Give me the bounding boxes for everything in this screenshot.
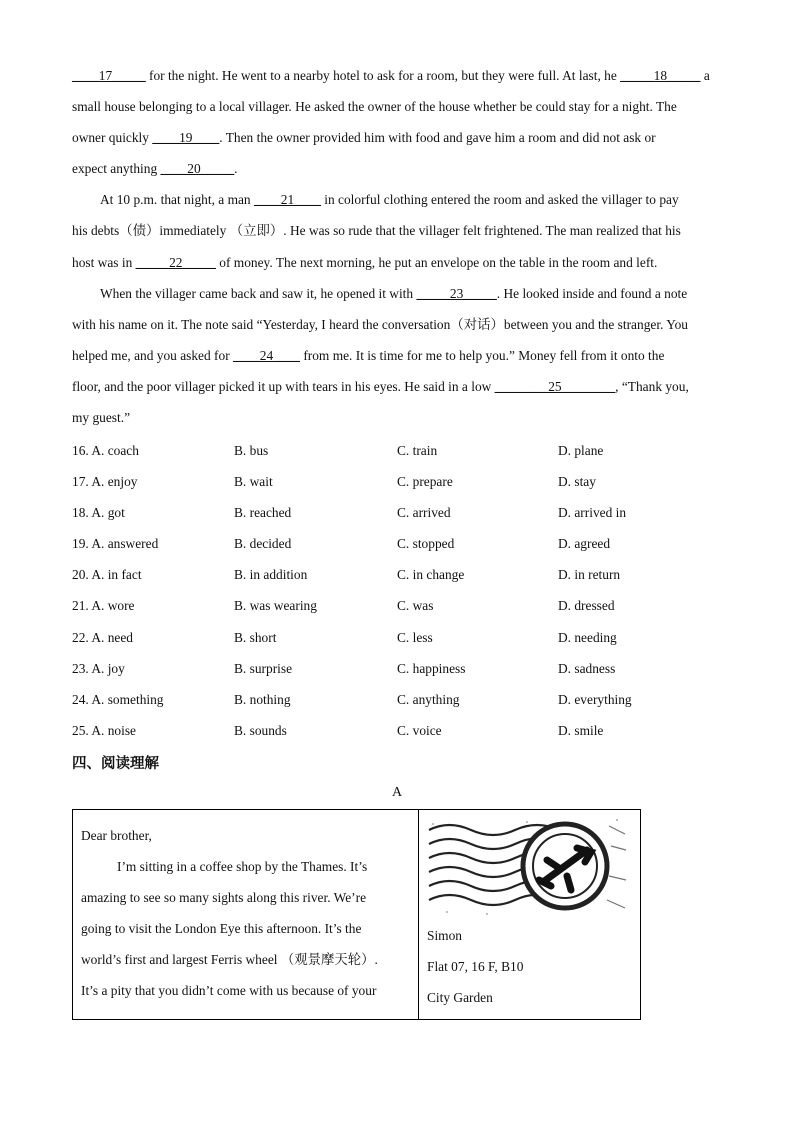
option-a: 18. A. got xyxy=(72,505,125,521)
postcard xyxy=(72,809,641,1020)
passage-line xyxy=(72,282,724,313)
cloze-blank[interactable]: _____22_____ xyxy=(135,254,216,270)
option-b: B. bus xyxy=(234,443,269,458)
letter-line: It’s a pity that you didn’t come with us because of your xyxy=(81,983,377,999)
passage-text: . He looked inside and found a note xyxy=(496,285,688,301)
passage-line xyxy=(72,95,724,126)
option-b: B. wait xyxy=(234,474,273,490)
passage-line xyxy=(72,251,724,282)
passage-line xyxy=(72,219,724,250)
letter-line: going to visit the London Eye this afternoon. It’s the xyxy=(81,921,362,937)
passage-line xyxy=(72,375,724,406)
cloze-blank[interactable]: _____23_____ xyxy=(416,285,497,301)
option-d: D. stay xyxy=(558,474,596,490)
option-c: C. voice xyxy=(397,722,442,738)
passage-text: expect anything xyxy=(72,161,161,177)
option-row xyxy=(72,563,724,594)
passage-line xyxy=(72,126,724,157)
option-a: 16. A. coach xyxy=(72,443,139,458)
option-a: 22. A. need xyxy=(72,629,133,645)
passage-text: a xyxy=(700,68,710,83)
passage-text: with his name on it. The note said “Yesterday, I heard the conversation（对话）between you and the stranger. You xyxy=(72,316,688,332)
option-d: D. smile xyxy=(558,722,604,738)
passage-line xyxy=(72,313,724,344)
subsection-label: A xyxy=(391,785,403,800)
option-d: D. sadness xyxy=(558,660,616,676)
passage-text: helped me, and you asked for xyxy=(72,347,234,363)
option-c: C. was xyxy=(397,598,434,614)
option-row xyxy=(72,470,724,501)
cloze-blank[interactable]: ____24____ xyxy=(233,347,300,363)
letter-line: I’m sitting in a coffee shop by the Thames. It’s xyxy=(117,859,368,875)
cloze-passage xyxy=(72,64,724,437)
option-row xyxy=(72,532,724,563)
cloze-blank[interactable]: ____20_____ xyxy=(160,161,235,177)
option-b: B. surprise xyxy=(234,660,293,676)
option-c: C. train xyxy=(397,443,438,458)
option-a: 20. A. in fact xyxy=(72,567,142,583)
cloze-blank[interactable]: _____18_____ xyxy=(620,68,701,83)
sender-address xyxy=(427,924,632,1017)
option-row xyxy=(72,719,724,750)
option-a: 23. A. joy xyxy=(72,660,125,676)
passage-text: in colorful clothing entered the room and asked the villager to pay xyxy=(320,192,679,208)
passage-text: floor, and the poor villager picked it up with tears in his eyes. He said in a low xyxy=(72,378,495,394)
cloze-blank[interactable]: ____19____ xyxy=(152,130,220,146)
passage-line xyxy=(72,157,724,188)
passage-text: of money. The next morning, he put an envelope on the table in the room and left. xyxy=(215,254,658,270)
option-d: D. everything xyxy=(558,691,632,707)
postmark-stamp-icon xyxy=(427,816,627,920)
option-b: B. sounds xyxy=(234,722,287,738)
letter-line: Dear brother, xyxy=(81,828,152,843)
passage-text: When the villager came back and saw it, he opened it with xyxy=(100,285,417,301)
section-title: 四、阅读理解 xyxy=(72,756,159,772)
option-row xyxy=(72,657,724,688)
option-d: D. arrived in xyxy=(558,505,627,521)
option-c: C. anything xyxy=(397,691,460,707)
option-a: 21. A. wore xyxy=(72,598,135,614)
option-c: C. in change xyxy=(397,567,465,583)
option-b: B. in addition xyxy=(234,567,308,583)
option-row xyxy=(72,626,724,657)
option-c: C. less xyxy=(397,629,433,645)
option-a: 25. A. noise xyxy=(72,722,136,738)
address-line: Simon xyxy=(427,928,462,943)
cloze-blank[interactable]: ________25________ xyxy=(494,378,616,394)
cloze-blank[interactable]: ____21____ xyxy=(253,192,321,208)
passage-text: host was in xyxy=(72,254,136,270)
option-d: D. in return xyxy=(558,567,621,583)
passage-text: . Then the owner provided him with food and gave him a room and did not ask or xyxy=(219,130,656,146)
option-d: D. needing xyxy=(558,629,617,645)
option-d: D. plane xyxy=(558,443,604,458)
option-c: C. prepare xyxy=(397,474,453,490)
address-line: City Garden xyxy=(427,990,493,1005)
passage-text: At 10 p.m. that night, a man xyxy=(100,192,254,208)
option-d: D. agreed xyxy=(558,536,611,552)
option-a: 17. A. enjoy xyxy=(72,474,138,490)
letter-line: world’s first and largest Ferris wheel （观景摩天轮）. xyxy=(81,952,378,968)
passage-text: his debts（债）immediately （立即）. He was so rude that the villager felt frightened. The man realized that his xyxy=(72,223,681,239)
option-d: D. dressed xyxy=(558,598,615,614)
passage-line xyxy=(72,64,724,95)
option-b: B. short xyxy=(234,629,277,645)
option-c: C. happiness xyxy=(397,660,466,676)
passage-text: owner quickly xyxy=(72,130,153,146)
option-b: B. nothing xyxy=(234,691,291,707)
option-c: C. arrived xyxy=(397,505,451,521)
option-b: B. was wearing xyxy=(234,598,317,614)
passage-text: for the night. He went to a nearby hotel to ask for a room, but they were full. At last, he xyxy=(145,68,621,83)
passage-line xyxy=(72,406,724,437)
option-b: B. reached xyxy=(234,505,292,521)
option-row xyxy=(72,594,724,625)
passage-line xyxy=(72,188,724,219)
option-b: B. decided xyxy=(234,536,292,552)
option-row xyxy=(72,688,724,719)
passage-line xyxy=(72,344,724,375)
address-line: Flat 07, 16 F, B10 xyxy=(427,959,524,974)
option-a: 19. A. answered xyxy=(72,536,159,552)
option-c: C. stopped xyxy=(397,536,455,552)
passage-text: from me. It is time for me to help you.” Money fell from it onto the xyxy=(299,347,665,363)
postcard-divider xyxy=(418,810,419,1019)
passage-text: . xyxy=(234,161,238,177)
passage-text: small house belonging to a local villager. He asked the owner of the house whether be could stay for a night. The xyxy=(72,99,677,115)
option-row xyxy=(72,439,724,470)
passage-text: , “Thank you, xyxy=(615,378,689,394)
postcard-letter xyxy=(81,824,406,1011)
answer-options xyxy=(72,439,724,750)
option-a: 24. A. something xyxy=(72,691,164,707)
cloze-blank[interactable]: ____17_____ xyxy=(72,68,146,83)
passage-text: my guest.” xyxy=(72,410,131,426)
letter-line: amazing to see so many sights along this river. We’re xyxy=(81,890,367,906)
option-row xyxy=(72,501,724,532)
